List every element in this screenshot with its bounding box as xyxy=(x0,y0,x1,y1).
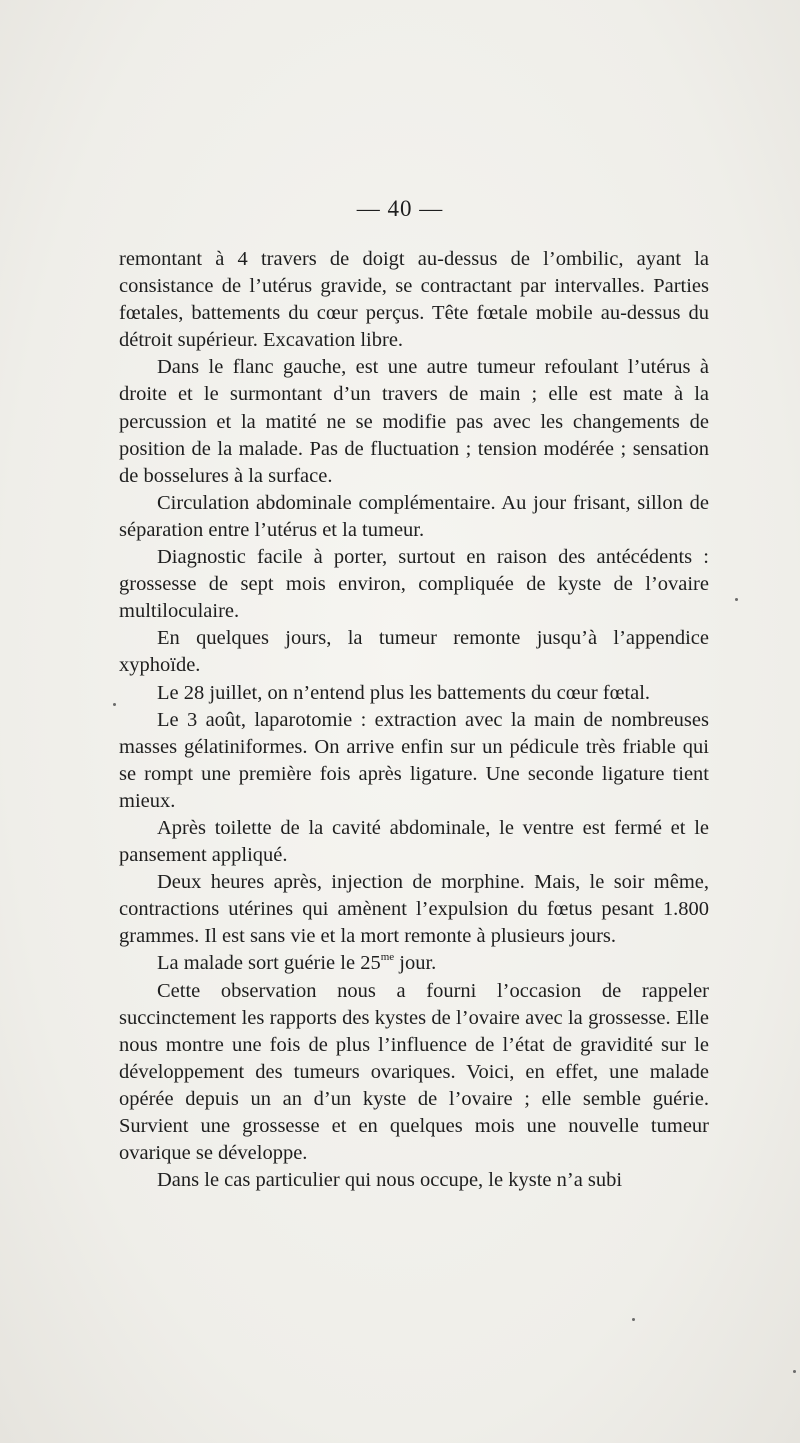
discharge-text-end: jour. xyxy=(394,952,437,975)
discharge-text: La malade sort guérie le 25 xyxy=(157,952,381,975)
paragraph: Dans le cas particulier qui nous occupe, le kyste n’a subi xyxy=(157,1169,623,1192)
paper-speck xyxy=(113,703,116,706)
paper-speck xyxy=(632,1318,635,1321)
paragraph: Deux heures après, injection de morphine. Mais, le soir même, contractions utérines qui amènent l’expulsion du fœtus pesant 1.800 grammes. Il est sans vie et la mort remonte à plusieurs jours. xyxy=(119,871,709,948)
paragraph: Cette observation nous a fourni l’occasion de rappeler succinctement les rapports des kystes de l’ovaire avec la grossesse. Elle nous montre une fois de plus l’influence de l’état de gravidité sur le développement des tumeurs ovariques. Voici, en effet, une malade opérée depuis un an d’un kyste de l’ovaire ; elle semble guérie. Survient une grossesse et en quelques mois une nouvelle tumeur ovarique se développe. xyxy=(119,979,709,1165)
discharge-paragraph xyxy=(119,950,709,977)
paper-speck xyxy=(793,1370,796,1373)
paper-speck xyxy=(735,598,738,601)
paragraph: Circulation abdominale complémentaire. Au jour frisant, sillon de séparation entre l’utérus et la tumeur. xyxy=(119,491,709,541)
paragraph: Le 28 juillet, on n’entend plus les battements du cœur fœtal. xyxy=(157,681,651,704)
ordinal-superscript: me xyxy=(380,951,395,964)
paragraph: Après toilette de la cavité abdominale, le ventre est fermé et le pansement appliqué. xyxy=(119,816,709,867)
paragraph: En quelques jours, la tumeur remonte jusqu’à l’appendice xyphoïde. xyxy=(119,627,709,677)
paragraph: Dans le flanc gauche, est une autre tumeur refoulant l’utérus à droite et le surmontant d’un travers de main ; elle est mate à la percussion et la matité ne se modifie pas avec les changements de position de la malade. Pas de fluctuation ; tension modérée ; sensation de bosselures à la surface. xyxy=(119,356,709,487)
body-text xyxy=(119,246,709,1194)
paragraph: remontant à 4 travers de doigt au-dessus de l’ombilic, ayant la consistance de l’utérus gravide, se contractant par intervalles. Parties fœtales, battements du cœur perçus. Tête fœtale mobile au-dessus du détroit supérieur. Excavation libre. xyxy=(119,248,709,352)
paragraph: Diagnostic facile à porter, surtout en raison des antécédents : grossesse de sept mois environ, compliquée de kyste de l’ovaire multiloculaire. xyxy=(119,546,709,623)
paragraph: Le 3 août, laparotomie : extraction avec la main de nombreuses masses gélatiniformes. On arrive enfin sur un pédicule très friable qui se rompt une première fois après ligature. Une seconde ligature tient mieux. xyxy=(119,708,709,812)
page-number: — 40 — xyxy=(356,196,444,221)
